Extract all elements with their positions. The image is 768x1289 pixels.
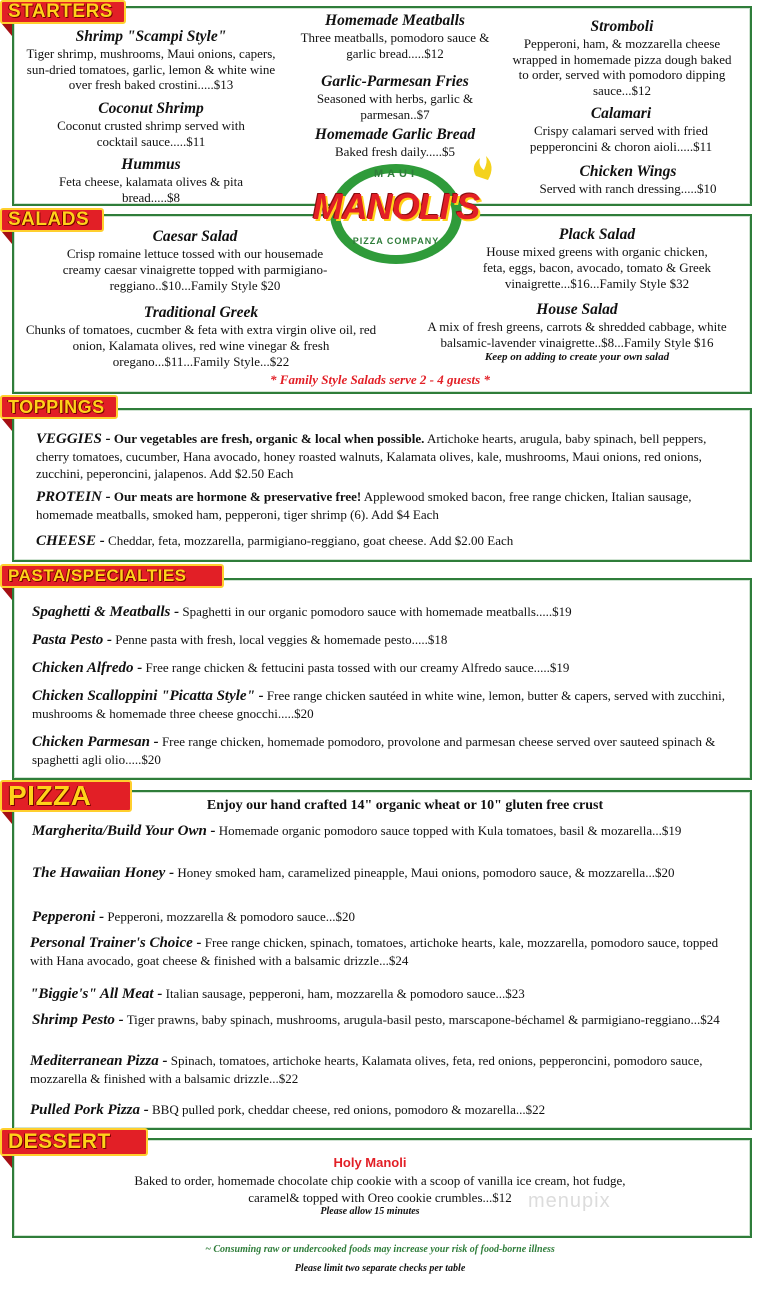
item-desc: Served with ranch dressing.....$10 — [539, 181, 717, 196]
crust-note: Enjoy our hand crafted 14" organic wheat or 10" gluten free crust — [206, 798, 604, 813]
salads-banner-fold — [2, 232, 12, 244]
item-desc: Pepperoni, ham, & mozzarella cheese wrapped in homemade pizza dough baked to order, served with pomodoro dipping sauce...$12 — [512, 36, 732, 98]
pizza-banner: PIZZA — [0, 780, 132, 812]
item-desc: Italian sausage, pepperoni, ham, mozzarella & pomodoro sauce...$23 — [165, 986, 525, 1001]
item-name: Pepperoni - — [32, 909, 105, 925]
item-name: Caesar Salad — [152, 228, 238, 245]
item-name: Chicken Alfredo - — [32, 660, 143, 676]
salad-item — [22, 304, 380, 370]
pasta-item — [32, 631, 740, 649]
checks-note: Please limit two separate checks per table — [294, 1263, 466, 1274]
salad-item — [414, 301, 740, 351]
starter-item — [46, 156, 256, 205]
item-name: Mediterranean Pizza - — [30, 1053, 168, 1069]
pasta-item — [32, 687, 740, 722]
item-desc: A mix of fresh greens, carrots & shredded cabbage, white balsamic-lavender vinaigrette..$8...Family Style $16 — [427, 319, 727, 350]
item-name: Chicken Scalloppini "Picatta Style" - — [32, 688, 264, 704]
pizza-item — [32, 864, 740, 882]
starter-item — [508, 18, 736, 98]
item-desc: Three meatballs, pomodoro sauce & garlic bread.....$12 — [300, 30, 490, 61]
item-desc: Pepperoni, mozzarella & pomodoro sauce...$20 — [107, 909, 355, 924]
toppings-cheese — [36, 532, 740, 550]
item-name: Hummus — [121, 156, 181, 173]
item-name: Chicken Parmesan - — [32, 734, 159, 750]
item-name: Stromboli — [590, 18, 654, 35]
starter-item — [300, 126, 490, 160]
pasta-item — [32, 659, 740, 677]
pizza-item — [30, 1052, 740, 1087]
dessert-note: Please allow 15 minutes — [320, 1206, 420, 1217]
pizza-item — [30, 985, 740, 1003]
pizza-item — [32, 1011, 740, 1029]
item-desc: Seasoned with herbs, garlic & parmesan..$7 — [316, 91, 474, 122]
item-desc: Honey smoked ham, caramelized pineapple, Maui onions, pomodoro sauce, & mozzarella...$20 — [177, 865, 675, 880]
item-name: The Hawaiian Honey - — [32, 865, 175, 881]
item-desc: Free range chicken, homemade pomodoro, provolone and parmesan cheese served over sauteed spinach & spaghetti agli olio.....$20 — [32, 734, 716, 767]
item-name: Coconut Shrimp — [98, 100, 204, 117]
menupix-watermark: menupix — [528, 1190, 611, 1212]
starter-item — [26, 28, 276, 93]
logo-bottom-text: PIZZA COMPANY — [352, 236, 440, 246]
pizza-item — [30, 934, 740, 969]
item-name: Homemade Garlic Bread — [314, 126, 476, 143]
item-name: Traditional Greek — [143, 304, 259, 321]
item-name: Homemade Meatballs — [325, 12, 465, 29]
topping-label: CHEESE - — [36, 533, 105, 549]
item-desc: Baked fresh daily.....$5 — [334, 144, 456, 159]
topping-text: Artichoke hearts, arugula, baby spinach, bell peppers, cherry tomatoes, cucumber, Hana avocado, honey roasted walnuts, Kalamata olives, kale, mushrooms, Maui onions, red onions, zucchini, peperoncini, jalapenos. Add $2.50 Each — [36, 431, 707, 481]
item-name: Personal Trainer's Choice - — [30, 935, 202, 951]
item-desc: Crispy calamari served with fried pepperoncini & choron aioli.....$11 — [529, 123, 713, 154]
logo-name: MANOLI'S — [312, 186, 480, 227]
add-salad-note: Keep on adding to create your own salad — [484, 351, 670, 363]
dessert-banner-fold — [2, 1156, 12, 1168]
pizza-item — [30, 1101, 740, 1119]
dessert-name: Holy Manoli — [333, 1155, 407, 1170]
item-desc: Crisp romaine lettuce tossed with our housemade creamy caesar vinaigrette topped with parmigiano-reggiano..$10...Family Style $20 — [62, 246, 328, 293]
item-desc: House mixed greens with organic chicken, feta, eggs, bacon, avocado, tomato & Greek vinaigrette...$16...Family Style $32 — [482, 244, 712, 291]
topping-text: Cheddar, feta, mozzarella, parmigiano-reggiano, goat cheese. Add $2.00 Each — [108, 533, 514, 548]
item-desc: Tiger shrimp, mushrooms, Maui onions, capers, sun-dried tomatoes, garlic, lemon & white wine over fresh baked crostini.....$13 — [26, 46, 276, 92]
topping-text: Applewood smoked bacon, free range chicken, Italian sausage, homemade meatballs, smoked ham, pepperoni, tiger shrimp (6). Add $4 Each — [36, 489, 692, 522]
item-desc: Free range chicken sautéed in white wine, lemon, butter & capers, served with zucchini, mushrooms & homemade three cheese gnocchi.....$20 — [32, 688, 725, 721]
item-name: Spaghetti & Meatballs - — [32, 604, 180, 620]
item-name: House Salad — [536, 301, 618, 318]
item-name: Pasta Pesto - — [32, 632, 112, 648]
item-desc: Tiger prawns, baby spinach, mushrooms, arugula-basil pesto, marscapone-béchamel & parmigiano-reggiano...$24 — [126, 1012, 720, 1027]
salads-banner: SALADS — [0, 208, 104, 232]
pasta-item — [32, 733, 740, 768]
item-desc: Spaghetti in our organic pomodoro sauce with homemade meatballs.....$19 — [182, 604, 572, 619]
item-desc: Coconut crusted shrimp served with cocktail sauce.....$11 — [57, 118, 245, 149]
item-name: Shrimp "Scampi Style" — [75, 28, 227, 45]
logo-top-text: MAUI — [373, 168, 419, 180]
starter-item — [46, 100, 256, 149]
item-name: Garlic-Parmesan Fries — [321, 73, 469, 90]
topping-sub: Our vegetables are fresh, organic & local when possible. — [113, 431, 425, 446]
starters-banner-fold — [2, 24, 12, 36]
pizza-banner-fold — [2, 812, 12, 824]
starter-item — [300, 73, 490, 122]
toppings-banner-fold — [2, 419, 12, 431]
item-name: "Biggie's" All Meat - — [30, 986, 163, 1002]
item-name: Margherita/Build Your Own - — [32, 823, 216, 839]
item-desc: Feta cheese, kalamata olives & pita bread.....$8 — [58, 174, 244, 205]
topping-label: PROTEIN - — [36, 489, 111, 505]
item-desc: Penne pasta with fresh, local veggies & homemade pesto.....$18 — [115, 632, 448, 647]
starter-item — [504, 105, 738, 154]
topping-sub: Our meats are hormone & preservative free! — [113, 489, 362, 504]
pizza-item — [32, 908, 740, 926]
family-style-note: * Family Style Salads serve 2 - 4 guests * — [270, 372, 490, 387]
toppings-veggies — [36, 430, 740, 482]
item-desc: Chunks of tomatoes, cucmber & feta with extra virgin olive oil, red onion, Kalamata olives, red wine vinegar & fresh oregano...$11...Family Style...$22 — [25, 322, 377, 369]
item-name: Chicken Wings — [579, 163, 677, 180]
item-desc: Free range chicken, spinach, tomatoes, artichoke hearts, kale, mozzarella, pomodoro sauce, topped with Hana avocado, goat cheese & finished with a balsamic drizzle...$24 — [30, 935, 719, 968]
pasta-item — [32, 603, 740, 621]
item-desc: Free range chicken & fettucini pasta tossed with our creamy Alfredo sauce.....$19 — [145, 660, 570, 675]
pasta-banner: PASTA/SPECIALTIES — [0, 564, 224, 588]
salad-item — [474, 226, 720, 292]
dessert-banner: DESSERT — [0, 1128, 148, 1156]
dessert-desc: Baked to order, homemade chocolate chip cookie with a scoop of vanilla ice cream, hot fudge, caramel& topped with Oreo cookie crumbles...$12 — [134, 1173, 626, 1205]
toppings-protein — [36, 488, 740, 523]
topping-label: VEGGIES - — [36, 431, 111, 447]
food-warning: ~ Consuming raw or undercooked foods may increase your risk of food-borne illness — [205, 1244, 555, 1255]
item-name: Calamari — [590, 105, 652, 122]
toppings-banner: TOPPINGS — [0, 395, 118, 419]
starter-item — [290, 12, 500, 61]
item-desc: BBQ pulled pork, cheddar cheese, red onions, pomodoro & mozarella...$22 — [152, 1102, 546, 1117]
starters-banner: STARTERS — [0, 0, 126, 24]
starter-item — [514, 163, 742, 197]
item-name: Pulled Pork Pizza - — [30, 1102, 149, 1118]
pasta-banner-fold — [2, 588, 12, 600]
item-name: Shrimp Pesto - — [32, 1012, 124, 1028]
manolis-logo — [296, 156, 496, 268]
item-name: Plack Salad — [558, 226, 636, 243]
pizza-item — [32, 822, 740, 840]
item-desc: Spinach, tomatoes, artichoke hearts, Kalamata olives, feta, red onions, pepperoncini, pomodoro sauce, mozzarella & finished with a balsamic drizzle...$22 — [30, 1053, 703, 1086]
item-desc: Homemade organic pomodoro sauce topped with Kula tomatoes, basil & mozarella...$19 — [218, 823, 682, 838]
